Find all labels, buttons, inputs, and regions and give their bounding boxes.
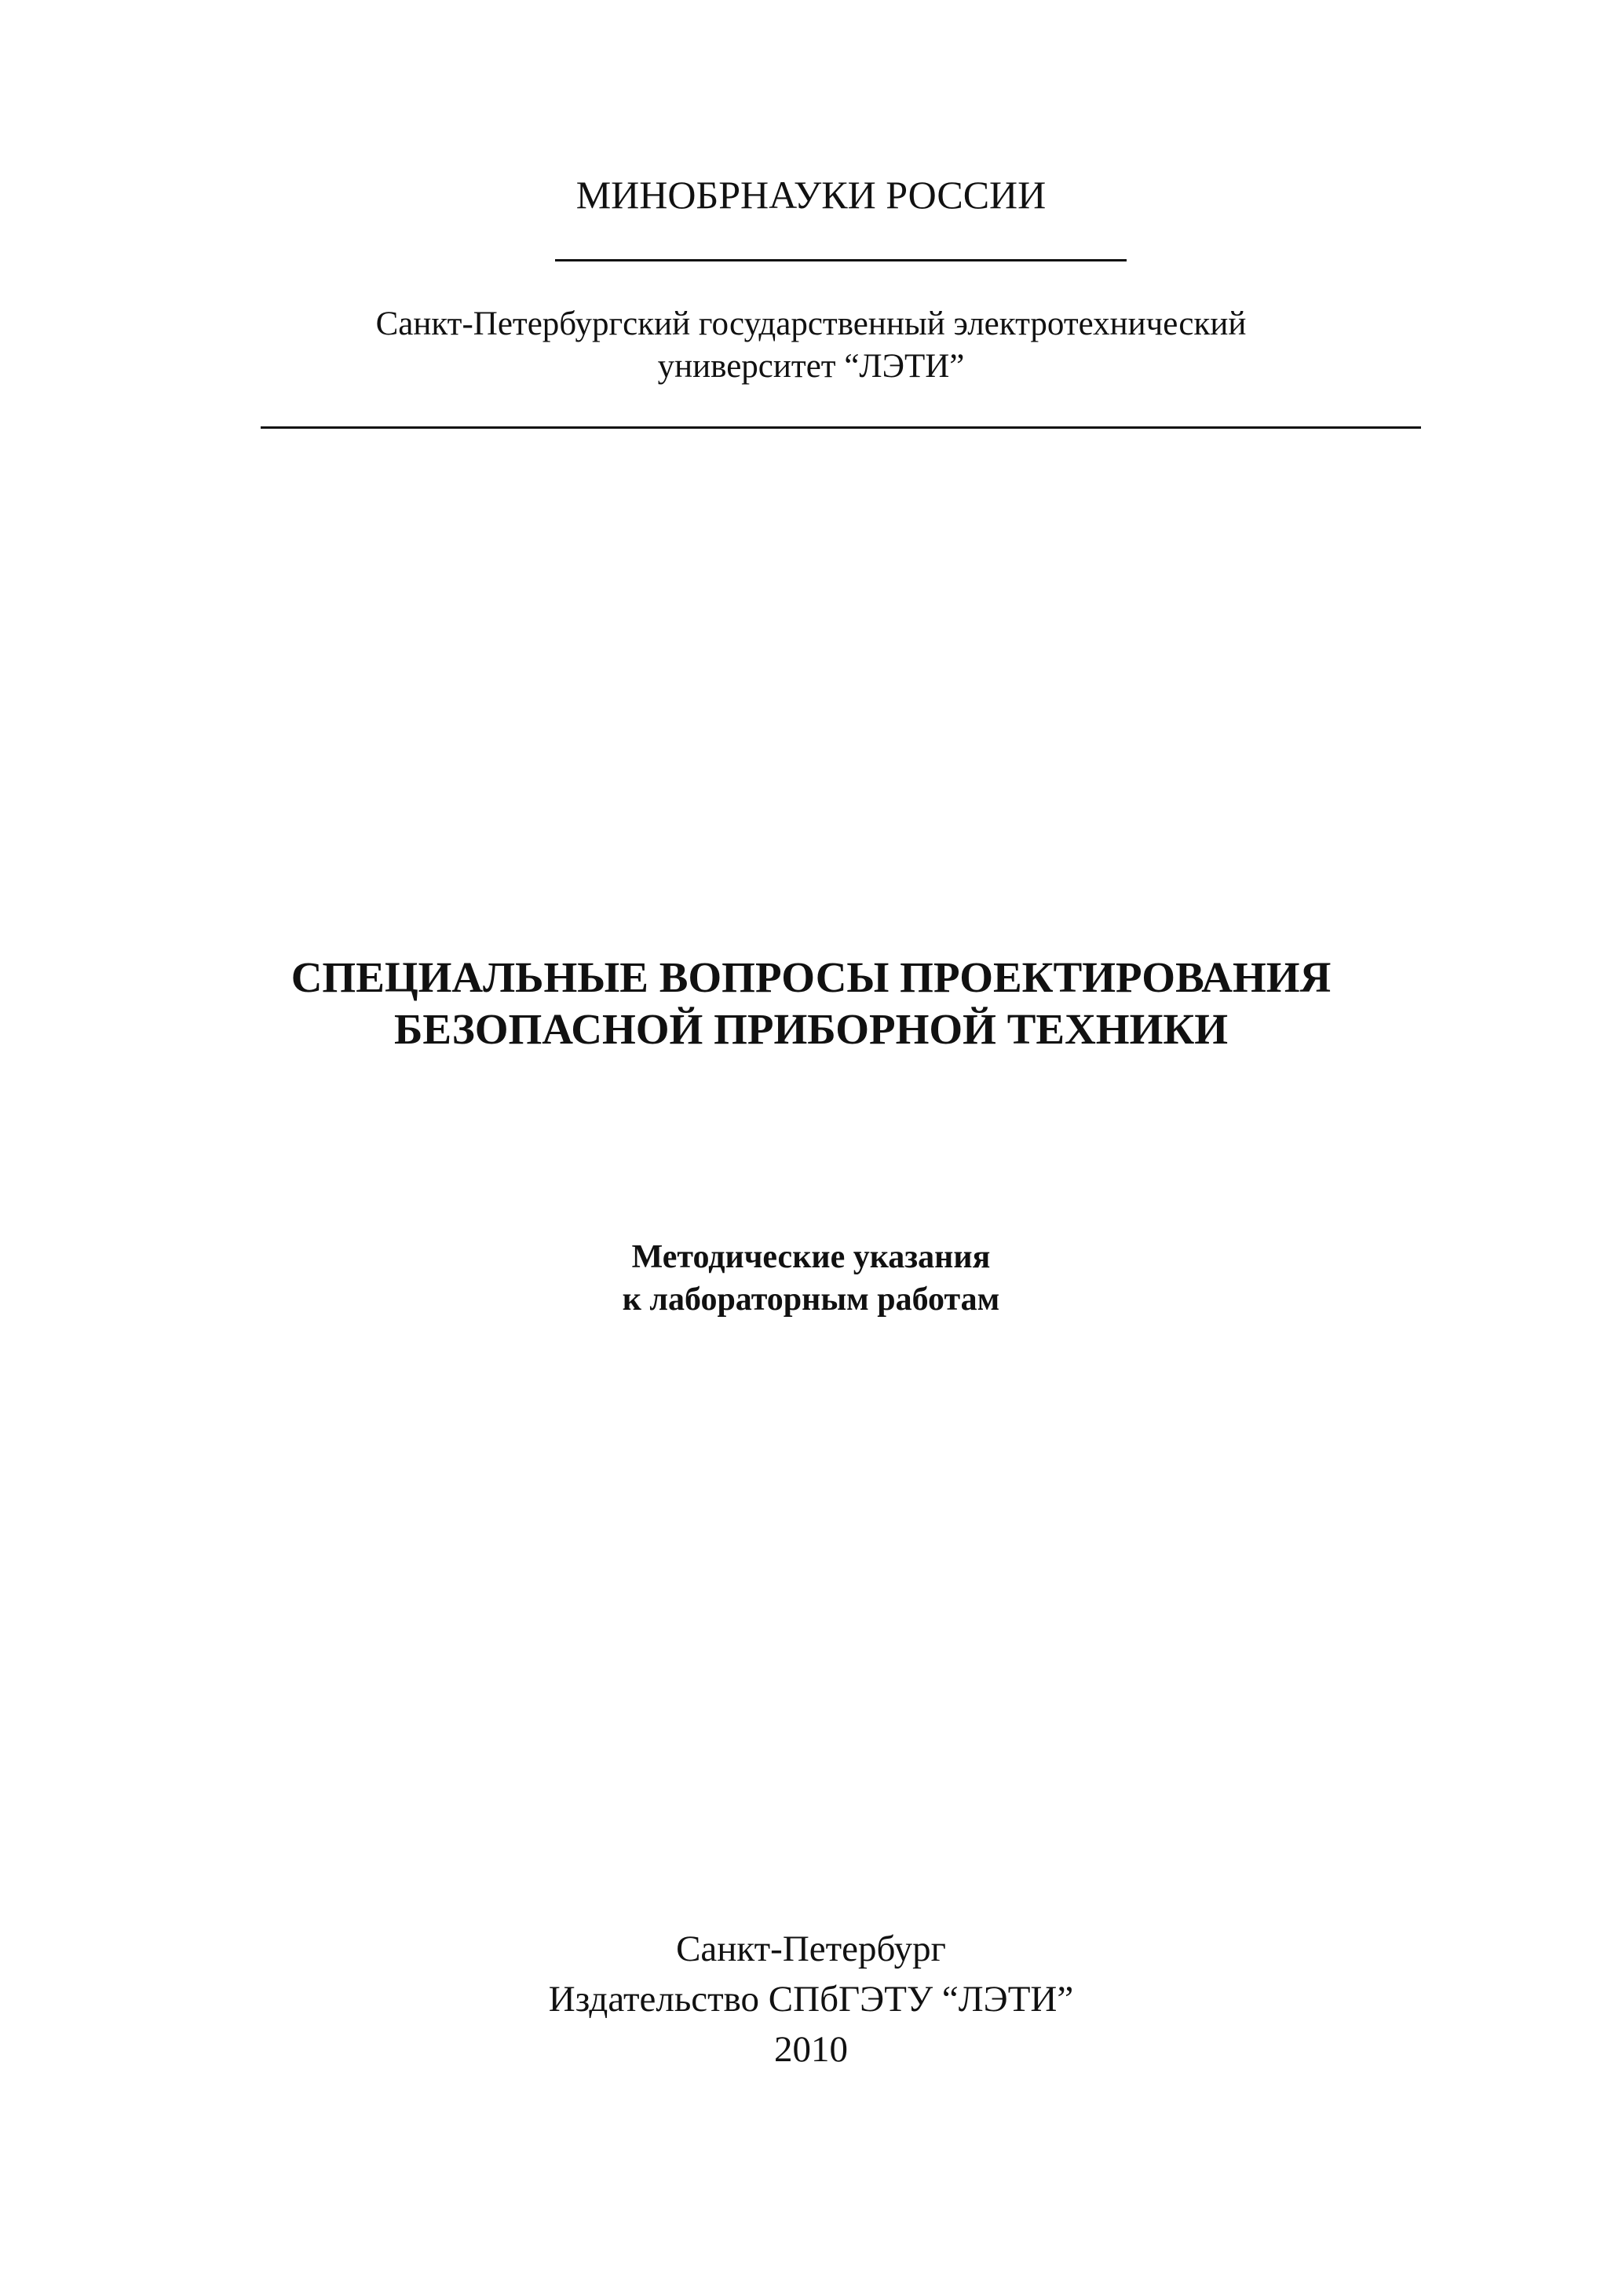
ministry-name: МИНОБРНАУКИ РОССИИ — [575, 173, 1047, 217]
imprint — [0, 1924, 1622, 2075]
header-divider-short — [555, 259, 1127, 261]
header-divider-long — [261, 426, 1421, 429]
university-name-line-2: университет “ЛЭТИ” — [657, 348, 965, 385]
document-subtitle-line-2: к лабораторным работам — [622, 1281, 1000, 1318]
document-title — [0, 952, 1622, 1055]
document-subtitle-line-1: Методические указания — [631, 1239, 991, 1275]
university-name — [0, 303, 1622, 388]
imprint-publisher: Издательство СПбГЭТУ “ЛЭТИ” — [548, 1979, 1074, 2020]
document-title-line-1: СПЕЦИАЛЬНЫЕ ВОПРОСЫ ПРОЕКТИРОВАНИЯ — [290, 953, 1332, 1001]
document-title-line-2: БЕЗОПАСНОЙ ПРИБОРНОЙ ТЕХНИКИ — [393, 1005, 1229, 1053]
university-name-line-1: Санкт-Петербургский государственный электротехнический — [375, 305, 1247, 342]
document-subtitle — [0, 1236, 1622, 1321]
imprint-year: 2010 — [774, 2029, 848, 2070]
imprint-city: Санкт-Петербург — [676, 1929, 946, 1969]
